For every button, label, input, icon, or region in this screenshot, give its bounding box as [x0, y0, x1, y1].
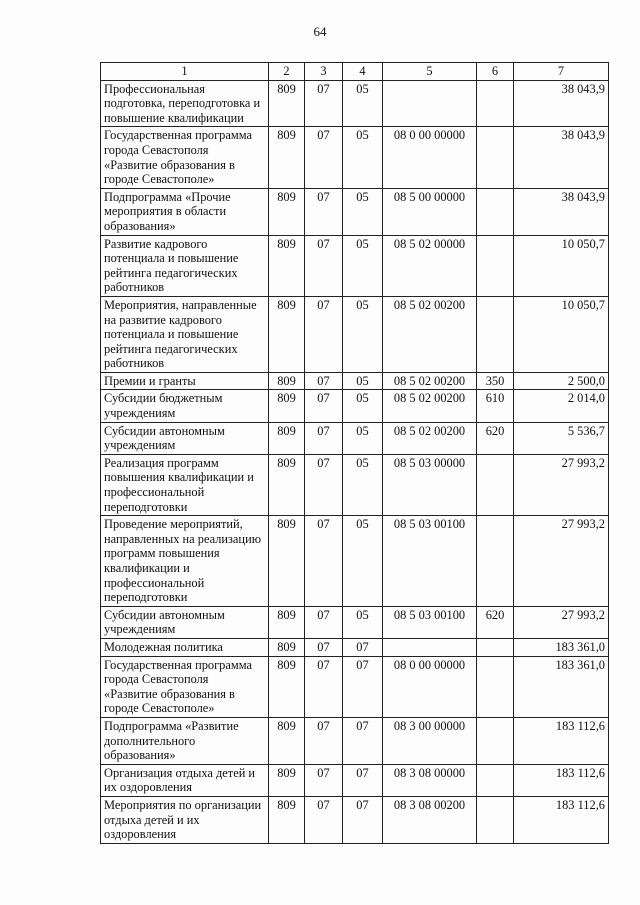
code-4-cell: 05 [343, 372, 383, 390]
table-row [101, 127, 609, 188]
table-row [101, 717, 609, 764]
row-name-cell: Государственная программа города Севастополя «Развитие образования в городе Севастополе» [101, 127, 269, 188]
code-2-cell: 809 [269, 717, 305, 764]
code-2-cell: 809 [269, 764, 305, 796]
row-name-cell: Развитие кадрового потенциала и повышение рейтинга педагогических работников [101, 235, 269, 296]
amount-cell: 10 050,7 [514, 296, 609, 372]
column-header: 4 [343, 63, 383, 81]
code-2-cell: 809 [269, 454, 305, 515]
code-3-cell: 07 [305, 516, 343, 607]
code-4-cell: 05 [343, 606, 383, 638]
row-name-cell: Профессиональная подготовка, переподготовка и повышение квалификации [101, 80, 269, 127]
code-2-cell: 809 [269, 235, 305, 296]
amount-cell: 5 536,7 [514, 422, 609, 454]
row-name-cell: Подпрограмма «Прочие мероприятия в области образования» [101, 188, 269, 235]
row-name-cell: Подпрограмма «Развитие дополнительного образования» [101, 717, 269, 764]
code-6-cell: 620 [477, 606, 514, 638]
code-3-cell: 07 [305, 606, 343, 638]
amount-cell: 27 993,2 [514, 454, 609, 515]
budget-table [100, 62, 609, 844]
code-6-cell [477, 127, 514, 188]
code-3-cell: 07 [305, 638, 343, 656]
amount-cell: 183 361,0 [514, 656, 609, 717]
code-3-cell: 07 [305, 656, 343, 717]
row-name-cell: Реализация программ повышения квалификации и профессиональной переподготовки [101, 454, 269, 515]
code-2-cell: 809 [269, 606, 305, 638]
code-3-cell: 07 [305, 80, 343, 127]
column-header: 2 [269, 63, 305, 81]
code-6-cell [477, 717, 514, 764]
table-row [101, 764, 609, 796]
amount-cell: 27 993,2 [514, 516, 609, 607]
amount-cell: 38 043,9 [514, 127, 609, 188]
code-4-cell: 07 [343, 656, 383, 717]
code-5-cell: 08 5 02 00200 [383, 390, 477, 422]
code-4-cell: 07 [343, 764, 383, 796]
code-4-cell: 05 [343, 80, 383, 127]
column-header: 5 [383, 63, 477, 81]
code-4-cell: 07 [343, 717, 383, 764]
table-row [101, 390, 609, 422]
row-name-cell: Субсидии автономным учреждениям [101, 606, 269, 638]
row-name-cell: Проведение мероприятий, направленных на реализацию программ повышения квалификации и профессиональной переподготовки [101, 516, 269, 607]
code-6-cell: 350 [477, 372, 514, 390]
row-name-cell: Молодежная политика [101, 638, 269, 656]
code-6-cell [477, 188, 514, 235]
row-name-cell: Мероприятия, направленные на развитие кадрового потенциала и повышение рейтинга педагогических работников [101, 296, 269, 372]
code-3-cell: 07 [305, 296, 343, 372]
table-row [101, 296, 609, 372]
row-name-cell: Государственная программа города Севастополя «Развитие образования в городе Севастополе» [101, 656, 269, 717]
table-row [101, 422, 609, 454]
code-4-cell: 05 [343, 516, 383, 607]
table-row [101, 516, 609, 607]
code-4-cell: 07 [343, 638, 383, 656]
code-6-cell [477, 656, 514, 717]
table-row [101, 656, 609, 717]
code-5-cell: 08 0 00 00000 [383, 127, 477, 188]
code-6-cell [477, 235, 514, 296]
row-name-cell: Субсидии автономным учреждениям [101, 422, 269, 454]
code-6-cell [477, 764, 514, 796]
code-3-cell: 07 [305, 454, 343, 515]
code-2-cell: 809 [269, 390, 305, 422]
amount-cell: 2 500,0 [514, 372, 609, 390]
column-header: 7 [514, 63, 609, 81]
code-5-cell: 08 5 03 00100 [383, 516, 477, 607]
table-row [101, 235, 609, 296]
row-name-cell: Премии и гранты [101, 372, 269, 390]
amount-cell: 27 993,2 [514, 606, 609, 638]
code-5-cell: 08 5 02 00200 [383, 372, 477, 390]
table-row [101, 454, 609, 515]
table-row [101, 638, 609, 656]
table-row [101, 372, 609, 390]
code-4-cell: 05 [343, 188, 383, 235]
code-2-cell: 809 [269, 80, 305, 127]
amount-cell: 183 112,6 [514, 717, 609, 764]
code-2-cell: 809 [269, 188, 305, 235]
code-3-cell: 07 [305, 796, 343, 843]
amount-cell: 2 014,0 [514, 390, 609, 422]
code-3-cell: 07 [305, 372, 343, 390]
code-5-cell: 08 3 00 00000 [383, 717, 477, 764]
code-5-cell: 08 5 02 00200 [383, 296, 477, 372]
code-6-cell [477, 80, 514, 127]
code-5-cell: 08 5 03 00000 [383, 454, 477, 515]
code-2-cell: 809 [269, 516, 305, 607]
code-4-cell: 05 [343, 422, 383, 454]
code-5-cell: 08 5 03 00100 [383, 606, 477, 638]
column-header: 3 [305, 63, 343, 81]
code-6-cell [477, 796, 514, 843]
amount-cell: 38 043,9 [514, 188, 609, 235]
code-4-cell: 05 [343, 390, 383, 422]
code-3-cell: 07 [305, 188, 343, 235]
table-row [101, 606, 609, 638]
table-row [101, 796, 609, 843]
code-2-cell: 809 [269, 796, 305, 843]
code-3-cell: 07 [305, 390, 343, 422]
table-row [101, 188, 609, 235]
code-3-cell: 07 [305, 764, 343, 796]
code-2-cell: 809 [269, 422, 305, 454]
code-5-cell: 08 0 00 00000 [383, 656, 477, 717]
code-3-cell: 07 [305, 235, 343, 296]
code-6-cell [477, 296, 514, 372]
code-4-cell: 05 [343, 235, 383, 296]
amount-cell: 183 112,6 [514, 764, 609, 796]
code-5-cell: 08 3 08 00200 [383, 796, 477, 843]
amount-cell: 38 043,9 [514, 80, 609, 127]
code-2-cell: 809 [269, 638, 305, 656]
code-5-cell: 08 5 00 00000 [383, 188, 477, 235]
code-6-cell: 620 [477, 422, 514, 454]
code-6-cell [477, 516, 514, 607]
code-2-cell: 809 [269, 296, 305, 372]
code-5-cell: 08 5 02 00000 [383, 235, 477, 296]
row-name-cell: Мероприятия по организации отдыха детей и их оздоровления [101, 796, 269, 843]
row-name-cell: Организация отдыха детей и их оздоровления [101, 764, 269, 796]
code-3-cell: 07 [305, 717, 343, 764]
code-2-cell: 809 [269, 127, 305, 188]
column-header: 1 [101, 63, 269, 81]
code-6-cell: 610 [477, 390, 514, 422]
code-4-cell: 05 [343, 454, 383, 515]
code-2-cell: 809 [269, 656, 305, 717]
code-6-cell [477, 638, 514, 656]
code-4-cell: 05 [343, 296, 383, 372]
code-5-cell: 08 3 08 00000 [383, 764, 477, 796]
code-2-cell: 809 [269, 372, 305, 390]
page-number: 64 [313, 24, 327, 39]
table-row [101, 80, 609, 127]
code-4-cell: 07 [343, 796, 383, 843]
row-name-cell: Субсидии бюджетным учреждениям [101, 390, 269, 422]
column-header: 6 [477, 63, 514, 81]
code-5-cell [383, 80, 477, 127]
code-5-cell [383, 638, 477, 656]
code-3-cell: 07 [305, 127, 343, 188]
amount-cell: 10 050,7 [514, 235, 609, 296]
header-row [101, 63, 609, 81]
code-4-cell: 05 [343, 127, 383, 188]
code-3-cell: 07 [305, 422, 343, 454]
amount-cell: 183 112,6 [514, 796, 609, 843]
code-6-cell [477, 454, 514, 515]
code-5-cell: 08 5 02 00200 [383, 422, 477, 454]
amount-cell: 183 361,0 [514, 638, 609, 656]
